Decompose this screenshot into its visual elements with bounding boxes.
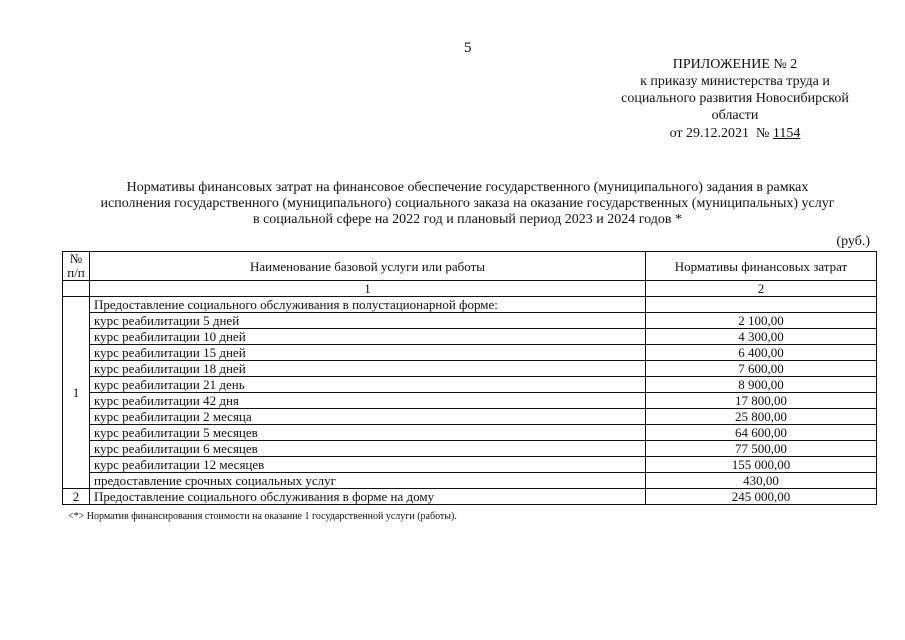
service-name: курс реабилитации 5 дней — [90, 313, 646, 329]
column-number-cell — [63, 281, 90, 297]
cost-value: 245 000,00 — [646, 489, 877, 505]
cost-value: 430,00 — [646, 473, 877, 489]
service-name: курс реабилитации 42 дня — [90, 393, 646, 409]
cost-value: 77 500,00 — [646, 441, 877, 457]
page-number: 5 — [464, 40, 472, 56]
appendix-line: области — [711, 108, 759, 123]
header-num-line1: № — [69, 251, 83, 266]
table-row — [63, 377, 877, 393]
service-name: предоставление срочных социальных услуг — [90, 473, 646, 489]
cost-value: 17 800,00 — [646, 393, 877, 409]
cost-value: 155 000,00 — [646, 457, 877, 473]
cost-value: 8 900,00 — [646, 377, 877, 393]
appendix-line: социального развития Новосибирской — [621, 91, 849, 106]
service-name: курс реабилитации 18 дней — [90, 361, 646, 377]
appendix-line: к приказу министерства труда и — [640, 74, 830, 89]
order-date-line — [590, 125, 880, 142]
header-num-line2: п/п — [67, 265, 85, 280]
table-row — [63, 409, 877, 425]
table-header-row — [63, 252, 877, 281]
order-number: 1154 — [772, 126, 801, 141]
norms-table — [62, 251, 877, 505]
header-cost-norm: Нормативы финансовых затрат — [646, 252, 877, 281]
table-row — [63, 361, 877, 377]
table-row — [63, 329, 877, 345]
footnote: <*> Норматив финансирования стоимости на оказание 1 государственной услуги (работы). — [68, 511, 457, 522]
group-title-value — [646, 297, 877, 313]
service-name: курс реабилитации 10 дней — [90, 329, 646, 345]
column-number-row — [63, 281, 877, 297]
document-title — [60, 180, 875, 228]
table-row — [63, 313, 877, 329]
table-row — [63, 457, 877, 473]
group-title: Предоставление социального обслуживания в полустационарной форме: — [90, 297, 646, 313]
cost-value: 2 100,00 — [646, 313, 877, 329]
service-name: курс реабилитации 6 месяцев — [90, 441, 646, 457]
table-row — [63, 345, 877, 361]
service-name: курс реабилитации 21 день — [90, 377, 646, 393]
table-row — [63, 473, 877, 489]
service-name: курс реабилитации 12 месяцев — [90, 457, 646, 473]
cost-value: 25 800,00 — [646, 409, 877, 425]
cost-value: 6 400,00 — [646, 345, 877, 361]
table-row — [63, 297, 877, 313]
column-number-cell: 1 — [90, 281, 646, 297]
document-title-line: Нормативы финансовых затрат на финансовое обеспечение государственного (муниципального) задания в рамках — [126, 180, 809, 195]
table-row — [63, 393, 877, 409]
header-service-name: Наименование базовой услуги или работы — [90, 252, 646, 281]
table-row — [63, 425, 877, 441]
document-title-line: исполнения государственного (муниципального) социального заказа на оказание государственных (муниципальных) услуг — [100, 196, 835, 211]
table-row — [63, 489, 877, 505]
service-name: курс реабилитации 5 месяцев — [90, 425, 646, 441]
column-number-cell: 2 — [646, 281, 877, 297]
group-number: 1 — [63, 297, 90, 489]
order-date: от 29.12.2021 № — [669, 126, 773, 141]
appendix-block — [590, 56, 880, 142]
header-num — [63, 252, 90, 281]
service-name: курс реабилитации 15 дней — [90, 345, 646, 361]
document-title-line: в социальной сфере на 2022 год и плановый период 2023 и 2024 годов * — [252, 212, 683, 227]
currency-note: (руб.) — [836, 234, 870, 249]
group-number: 2 — [63, 489, 90, 505]
cost-value: 4 300,00 — [646, 329, 877, 345]
service-name: Предоставление социального обслуживания в форме на дому — [90, 489, 646, 505]
cost-value: 7 600,00 — [646, 361, 877, 377]
service-name: курс реабилитации 2 месяца — [90, 409, 646, 425]
table-row — [63, 441, 877, 457]
cost-value: 64 600,00 — [646, 425, 877, 441]
appendix-title: ПРИЛОЖЕНИЕ № 2 — [672, 57, 798, 72]
